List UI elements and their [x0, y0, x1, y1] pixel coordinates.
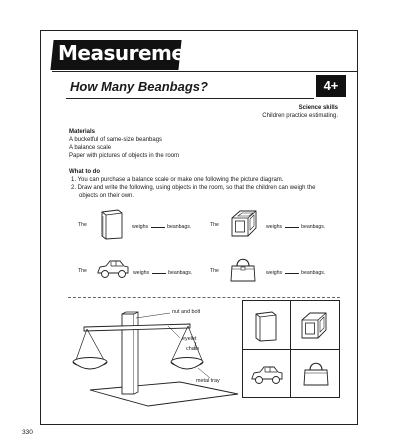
label-chain: chain — [186, 346, 199, 352]
book-icon — [252, 310, 280, 342]
label-metal-tray: metal tray — [196, 378, 220, 384]
sentence-the: The — [210, 222, 219, 228]
materials-item: Paper with pictures of objects in the room — [69, 153, 180, 159]
sentence-weighs: weighs beanbags. — [266, 224, 326, 230]
age-badge: 4+ — [316, 75, 346, 97]
sentence-weighs: weighs beanbags. — [132, 224, 192, 230]
purse-icon — [228, 254, 258, 284]
balance-scale-diagram — [70, 302, 240, 412]
step-item: 2. Draw and write the following, using objects in the room, so that the children can weigh the — [71, 185, 316, 191]
activity-title: How Many Beanbags? — [70, 79, 208, 94]
sentence-the: The — [78, 222, 87, 228]
materials-item: A balance scale — [69, 145, 112, 151]
sentence-the: The — [78, 268, 87, 274]
skills-heading: Science skills — [298, 105, 338, 111]
section-title: Measurement — [58, 41, 208, 65]
block-icon — [298, 310, 330, 342]
sentence-weighs: weighs beanbags. — [133, 270, 193, 276]
car-icon — [250, 364, 284, 386]
skills-text: Children practice estimating. — [262, 113, 338, 119]
cut-line — [68, 297, 340, 298]
block-icon — [228, 208, 260, 240]
label-nut-and-bolt: nut and bolt — [172, 309, 201, 315]
sentence-weighs: weighs beanbags. — [266, 270, 326, 276]
materials-item: A bucketful of same-size beanbags — [69, 137, 163, 143]
materials-heading: Materials — [69, 129, 96, 135]
banner-divider — [52, 71, 358, 72]
step-item: 1. You can purchase a balance scale or make one following the picture diagram. — [71, 177, 284, 183]
grid-divider — [242, 349, 340, 350]
page-number: 330 — [22, 429, 33, 436]
book-icon — [98, 208, 126, 240]
purse-icon — [301, 358, 331, 388]
sentence-the: The — [210, 268, 219, 274]
car-icon — [96, 258, 130, 280]
label-eyelet: eyelet — [182, 336, 197, 342]
step-item: objects on their own. — [79, 193, 135, 199]
title-underline — [66, 98, 314, 99]
what-to-do-heading: What to do — [69, 169, 100, 175]
